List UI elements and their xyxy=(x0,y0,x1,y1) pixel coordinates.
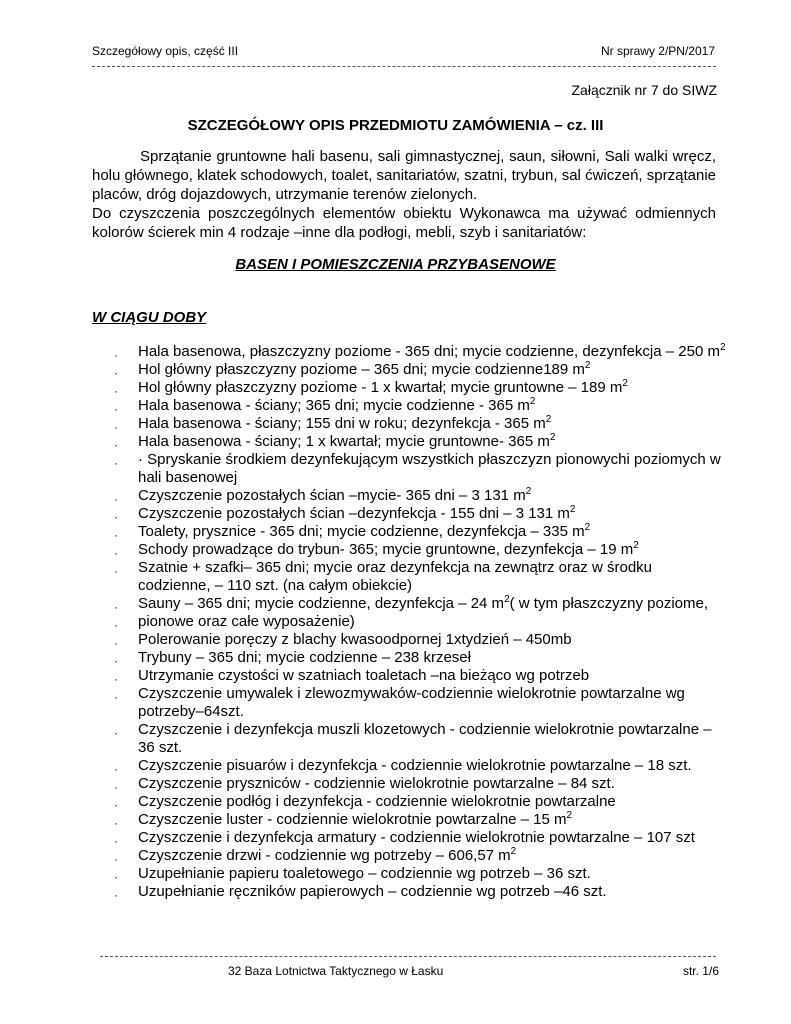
bullet-marker: · xyxy=(114,402,118,416)
section-title: BASEN I POMIESZCZENIA PRZYBASENOWE xyxy=(235,256,556,273)
list-item xyxy=(114,595,726,613)
list-item xyxy=(114,361,726,379)
list-item-text: · Spryskanie środkiem dezynfekującym wszystkich płaszczyzn pionowychi poziomych w hali basenowej xyxy=(138,451,721,486)
superscript: 2 xyxy=(584,522,591,533)
list-item-text: Hala basenowa - ściany; 365 dni; mycie codzienne - 365 m xyxy=(138,397,530,414)
list-item xyxy=(114,883,726,901)
list-item-tail: ( w tym płaszczyzny poziome, xyxy=(509,595,709,612)
list-item xyxy=(114,685,726,721)
list-item xyxy=(114,559,726,595)
header-divider xyxy=(92,66,716,67)
list-item-text: Hala basenowa, płaszczyzny poziome - 365 dni; mycie codzienne, dezynfekcja – 250 m xyxy=(138,343,720,360)
bullet-marker: · xyxy=(114,672,118,686)
superscript: 2 xyxy=(633,540,639,551)
list-item-text: Czyszczenie luster - codziennie wielokrotnie powtarzalne – 15 m xyxy=(138,811,567,828)
list-item-text: Czyszczenie pozostałych ścian –dezynfekcja - 155 dni – 3 131 m xyxy=(138,505,570,522)
list-item-text: Trybuny – 365 dni; mycie codzienne – 238 krzeseł xyxy=(138,649,471,666)
superscript: 2 xyxy=(525,486,532,497)
superscript: 2 xyxy=(566,810,573,821)
list-item xyxy=(114,811,726,829)
bullet-marker: · xyxy=(114,492,118,506)
bullet-marker: · xyxy=(114,816,118,830)
list-item xyxy=(114,721,726,757)
list-item-text: Hol główny płaszczyzny poziome - 1 x kwartał; mycie gruntowne – 189 m xyxy=(138,379,623,396)
list-item-text: Czyszczenie i dezynfekcja armatury - codziennie wielokrotnie powtarzalne – 107 szt xyxy=(138,829,695,846)
list-item-text: Czyszczenie umywalek i zlewozmywaków-codziennie wielokrotnie powtarzalne wg potrzeby–64szt. xyxy=(138,685,685,720)
list-item xyxy=(114,775,726,793)
list-item xyxy=(114,757,726,775)
list-item xyxy=(114,343,726,361)
list-item xyxy=(114,829,726,847)
superscript: 2 xyxy=(545,414,552,425)
superscript: 2 xyxy=(569,504,576,515)
list-item-text: Czyszczenie pryszniców - codziennie wielokrotnie powtarzalne – 84 szt. xyxy=(138,775,615,792)
list-item xyxy=(114,541,726,559)
list-item-text: Sauny – 365 dni; mycie codzienne, dezynfekcja – 24 m xyxy=(138,595,505,612)
list-item-text: Polerowanie poręczy z blachy kwasoodpornej 1xtydzień – 450mb xyxy=(138,631,572,648)
bullet-marker: · xyxy=(114,564,118,578)
bullet-marker: · xyxy=(114,762,118,776)
list-item-text: Schody prowadzące do trybun- 365; mycie gruntowne, dezynfekcja – 19 m xyxy=(138,541,634,558)
list-item xyxy=(114,667,726,685)
bullet-marker: · xyxy=(114,726,118,740)
intro-paragraph-1: Sprzątanie gruntowne hali basenu, sali gimnastycznej, saun, siłowni, Sali walki wręcz, holu głównego, klatek schodowych, toalet, sanitariatów, szatni, trybun, sal ćwiczeń, sprzątanie placów, dróg dojazdowych, utrzymanie terenów zielonych. xyxy=(92,148,716,203)
list-item-text: Toalety, prysznice - 365 dni; mycie codzienne, dezynfekcja – 335 m xyxy=(138,523,585,540)
list-item xyxy=(114,397,726,415)
list-item-text: Uzupełnianie ręczników papierowych – codziennie wg potrzeb –46 szt. xyxy=(138,883,607,900)
superscript: 2 xyxy=(622,378,628,389)
superscript: 2 xyxy=(504,594,510,605)
list-item xyxy=(114,523,726,541)
list-item-text: Uzupełnianie papieru toaletowego – codziennie wg potrzeb – 36 szt. xyxy=(138,865,591,882)
header-right: Nr sprawy 2/PN/2017 xyxy=(600,44,715,58)
list-item-text: Czyszczenie drzwi - codziennie wg potrzeby – 606,57 m xyxy=(138,847,511,864)
list-item-text: Czyszczenie i dezynfekcja muszli klozetowych - codziennie wielokrotnie powtarzalne – 36 szt. xyxy=(138,721,712,756)
bullet-marker: · xyxy=(114,600,118,614)
list-item-text: Hala basenowa - ściany; 1 x kwartał; mycie gruntowne- 365 m xyxy=(138,433,550,450)
superscript: 2 xyxy=(719,342,726,353)
bullet-marker: · xyxy=(114,618,118,632)
list-item xyxy=(114,379,726,397)
list-item-text: Hol główny płaszczyzny poziome – 365 dni; mycie codzienne189 m xyxy=(138,361,585,378)
superscript: 2 xyxy=(510,846,517,857)
bullet-marker: · xyxy=(114,654,118,668)
list-item xyxy=(114,649,726,667)
bullet-marker: · xyxy=(114,348,118,362)
list-item xyxy=(114,505,726,523)
page-title: SZCZEGÓŁOWY OPIS PRZEDMIOTU ZAMÓWIENIA – cz. III xyxy=(187,117,604,134)
bullet-marker: · xyxy=(114,870,118,884)
bullet-marker: · xyxy=(114,456,118,470)
list-item-text: Czyszczenie podłóg i dezynfekcja - codziennie wielokrotnie powtarzalne xyxy=(138,793,616,810)
superscript: 2 xyxy=(584,360,591,371)
bullet-marker: · xyxy=(114,420,118,434)
list-item-text: pionowe oraz całe wyposażenie) xyxy=(138,613,355,630)
list-item xyxy=(114,847,726,865)
list-item-text: Czyszczenie pisuarów i dezynfekcja - codziennie wielokrotnie powtarzalne – 18 szt. xyxy=(138,757,692,774)
bullet-marker: · xyxy=(114,798,118,812)
bullet-marker: · xyxy=(114,780,118,794)
footer-center: 32 Baza Lotnictwa Taktycznego w Łasku xyxy=(228,964,444,978)
intro-text xyxy=(92,147,716,242)
list-item-text: Hala basenowa - ściany; 155 dni w roku; dezynfekcja - 365 m xyxy=(138,415,546,432)
list-item xyxy=(114,433,726,451)
list-item-text: Czyszczenie pozostałych ścian –mycie- 365 dni – 3 131 m xyxy=(138,487,526,504)
bullet-marker: · xyxy=(114,636,118,650)
task-list xyxy=(114,343,726,901)
list-item xyxy=(114,793,726,811)
subsection-title: W CIĄGU DOBY xyxy=(92,309,207,326)
intro-paragraph-2: Do czyszczenia poszczególnych elementów obiektu Wykonawca ma używać odmiennych kolorów ścierek min 4 rodzaje –inne dla podłogi, mebli, szyb i sanitariatów: xyxy=(92,205,716,241)
list-item xyxy=(114,451,726,487)
annex-label: Załącznik nr 7 do SIWZ xyxy=(571,82,717,98)
footer-divider xyxy=(100,956,716,957)
bullet-marker: · xyxy=(114,888,118,902)
footer-page-number: str. 1/6 xyxy=(682,964,719,978)
bullet-marker: · xyxy=(114,510,118,524)
bullet-marker: · xyxy=(114,366,118,380)
bullet-marker: · xyxy=(114,384,118,398)
header-left: Szczegółowy opis, część III xyxy=(92,44,239,58)
list-item xyxy=(114,487,726,505)
list-item-text: Utrzymanie czystości w szatniach toaletach –na bieżąco wg potrzeb xyxy=(138,667,590,684)
bullet-marker: · xyxy=(114,834,118,848)
bullet-marker: · xyxy=(114,438,118,452)
list-item xyxy=(114,613,726,631)
list-item xyxy=(114,631,726,649)
bullet-marker: · xyxy=(114,546,118,560)
superscript: 2 xyxy=(529,396,536,407)
bullet-marker: · xyxy=(114,852,118,866)
list-item xyxy=(114,415,726,433)
bullet-marker: · xyxy=(114,528,118,542)
list-item-text: Szatnie + szafki– 365 dni; mycie oraz dezynfekcja na zewnątrz oraz w środku codzienne, – 110 szt. (na całym obiekcie) xyxy=(138,559,652,594)
list-item xyxy=(114,865,726,883)
bullet-marker: · xyxy=(114,690,118,704)
superscript: 2 xyxy=(549,432,556,443)
